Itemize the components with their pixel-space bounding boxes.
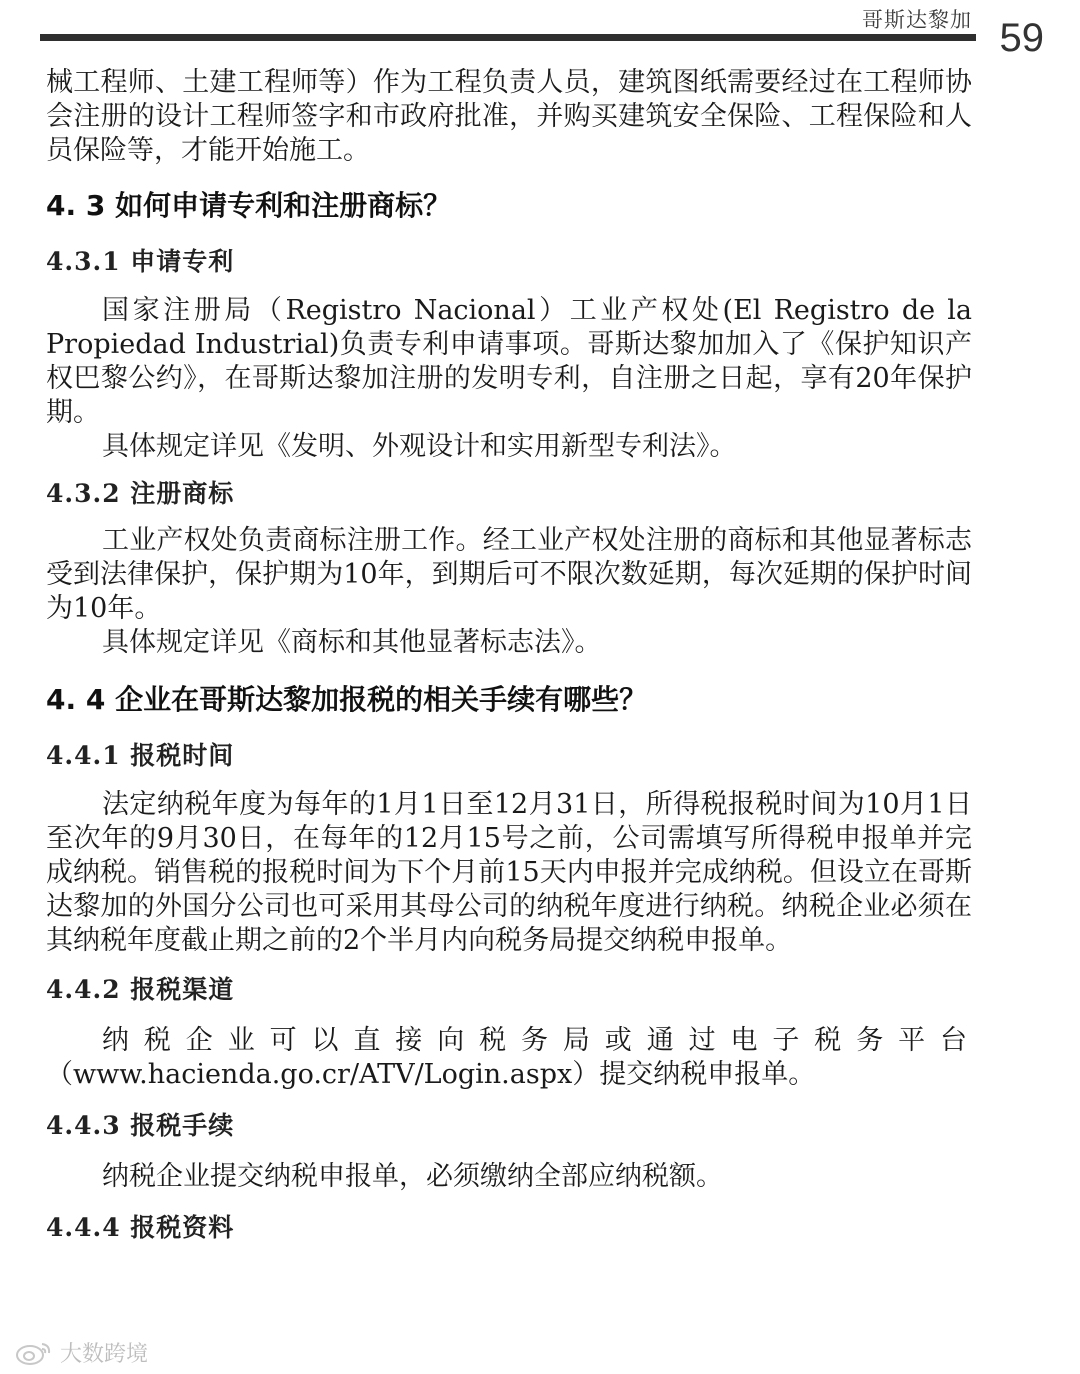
subsection-heading-4-4-2: 4.4.2 报税渠道 xyxy=(46,975,235,1004)
paragraph-patent-office: 国家注册局（Registro Nacional）工业产权处(El Registro de la Propiedad Industrial)负责专利申请事项。哥斯达黎加加入了《保护知识产权巴黎公约》，在哥斯达黎加注册的发明专利，自注册之日起，享有20年保护期。 xyxy=(46,295,972,428)
paragraph-tax-channel: 纳税企业可以直接向税务局或通过电子税务平台 xyxy=(102,1025,972,1056)
paragraph-trademark-law: 具体规定详见《商标和其他显著标志法》。 xyxy=(102,627,602,658)
paragraph-continued: 械工程师、土建工程师等）作为工程负责人员，建筑图纸需要经过在工程师协会注册的设计工程师签字和市政府批准，并购买建筑安全保险、工程保险和人员保险等，才能开始施工。 xyxy=(46,67,972,166)
subsection-heading-4-4-3: 4.4.3 报税手续 xyxy=(46,1111,235,1140)
header-country-title: 哥斯达黎加 xyxy=(862,8,972,32)
weibo-logo-icon xyxy=(14,1340,54,1366)
page-body xyxy=(46,66,972,1244)
watermark xyxy=(14,1337,148,1368)
paragraph-trademark-office: 工业产权处负责商标注册工作。经工业产权处注册的商标和其他显著标志受到法律保护，保护期为10年，到期后可不限次数延期，每次延期的保护时间为10年。 xyxy=(46,525,972,624)
subsection-heading-4-3-1: 4.3.1 申请专利 xyxy=(46,247,235,276)
subsection-heading-4-3-2: 4.3.2 注册商标 xyxy=(46,479,235,508)
subsection-heading-4-4-4: 4.4.4 报税资料 xyxy=(46,1213,235,1242)
header-rule xyxy=(40,34,976,41)
subsection-heading-4-4-1: 4.4.1 报税时间 xyxy=(46,741,235,770)
section-heading-4-3: 4. 3 如何申请专利和注册商标？ xyxy=(46,189,452,222)
page-number: 59 xyxy=(999,16,1044,60)
paragraph-patent-law: 具体规定详见《发明、外观设计和实用新型专利法》。 xyxy=(102,431,737,462)
paragraph-tax-procedure: 纳税企业提交纳税申报单，必须缴纳全部应纳税额。 xyxy=(102,1161,723,1192)
paragraph-tax-period: 法定纳税年度为每年的1月1日至12月31日，所得税报税时间为10月1日至次年的9月30日，在每年的12月15号之前，公司需填写所得税申报单并完成纳税。销售税的报税时间为下个月前15天内申报并完成纳税。但设立在哥斯达黎加的外国分公司也可采用其母公司的纳税年度进行纳税。纳税企业必须在其纳税年度截止期之前的2个半月内向税务局提交纳税申报单。 xyxy=(46,789,972,956)
watermark-text: 大数跨境 xyxy=(60,1342,149,1367)
section-heading-4-4: 4. 4 企业在哥斯达黎加报税的相关手续有哪些？ xyxy=(46,683,648,716)
paragraph-tax-channel-url: （www.hacienda.go.cr/ATV/Login.aspx）提交纳税申报单。 xyxy=(46,1059,816,1090)
